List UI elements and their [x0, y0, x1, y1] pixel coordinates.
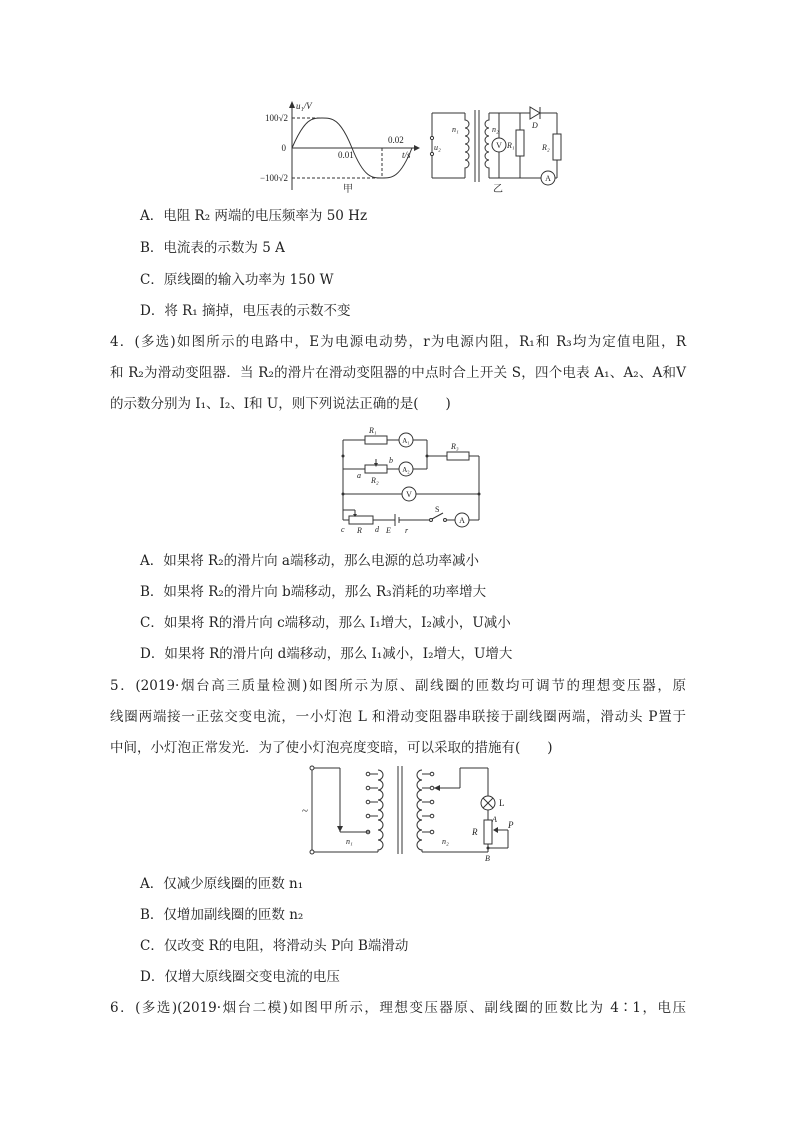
b-label: B — [485, 854, 490, 863]
r-label: R — [357, 526, 362, 535]
r3-label: R₃ — [451, 442, 459, 451]
n2-label: n₂ — [442, 837, 449, 846]
q3-option-b[interactable]: B．电流表的示数为 5 A — [140, 240, 285, 256]
diode-label: D — [532, 121, 538, 130]
q4-stem-line-3: 的示数分别为 I₁、I₂、I和 U，则下列说法正确的是( ) — [110, 396, 451, 412]
r1-resistor — [516, 130, 524, 156]
r1-label: R₁ — [507, 141, 515, 150]
figure-sine-and-transformer — [250, 98, 580, 196]
q5-option-c[interactable]: C．仅改变 R的电阻，将滑动头 P向 B端滑动 — [140, 938, 409, 954]
figure-adjustable-transformer — [300, 762, 525, 862]
r2-resistor — [553, 134, 561, 160]
origin-label: 0 — [281, 143, 286, 153]
ammeter-label: A — [545, 174, 551, 183]
r3-resistor — [447, 452, 469, 460]
q3-option-c[interactable]: C．原线圈的输入功率为 150 W — [140, 272, 334, 288]
p-label: P — [508, 820, 514, 830]
r2-label: R₂ — [371, 476, 379, 485]
q4-option-a[interactable]: A．如果将 R₂的滑片向 a端移动，那么电源的总功率减小 — [140, 553, 479, 569]
caption-jia: 甲 — [343, 184, 353, 195]
y-min-label: −100√2 — [259, 173, 288, 183]
rheostat-r — [484, 820, 492, 844]
q3-option-d[interactable]: D．将 R₁ 摘掉，电压表的示数不变 — [140, 303, 351, 319]
q5-stem-line-1: 5．(2019·烟台高三质量检测)如图所示为原、副线圈的匝数均可调节的理想变压器，原 — [110, 678, 686, 694]
voltmeter-label: V — [496, 141, 502, 150]
n1-label: n₁ — [346, 837, 353, 846]
primary-taps — [366, 772, 378, 834]
a-end-label: a — [357, 471, 361, 480]
b-end-label: b — [389, 456, 393, 465]
figure-meter-circuit — [335, 424, 485, 536]
c-end-label: c — [341, 525, 345, 534]
sine-graph — [260, 101, 420, 195]
d-end-label: d — [375, 525, 379, 534]
secondary-taps — [422, 772, 434, 834]
x-tick-002: 0.02 — [388, 135, 404, 145]
r1-resistor — [365, 436, 387, 444]
r1-label: R₁ — [369, 426, 377, 435]
y-axis-label: u₁/V — [296, 101, 312, 111]
v-label: V — [406, 490, 412, 499]
a-label: A — [492, 815, 497, 824]
s-label: S — [435, 505, 440, 514]
q4-stem-line-2: 和 R₂为滑动变阻器．当 R₂的滑片在滑动变阻器的中点时合上开关 S，四个电表 A₁、A₂、A和V — [110, 365, 686, 381]
r2-label: R₂ — [542, 143, 550, 152]
a2-label: A₂ — [402, 466, 410, 474]
x-axis-label: t/s — [402, 150, 411, 160]
q4-option-c[interactable]: C．如果将 R的滑片向 c端移动，那么 I₁增大，I₂减小，U减小 — [140, 615, 511, 631]
rheostat-r — [349, 516, 373, 524]
a-label: A — [459, 516, 465, 525]
ac-source-label: ~ — [302, 805, 308, 817]
q5-stem-line-2: 线圈两端接一正弦交变电流，一小灯泡 L 和滑动变阻器串联接于副线圈两端，滑动头 P置于 — [110, 709, 686, 725]
e-label: E — [386, 526, 391, 535]
caption-yi: 乙 — [493, 184, 503, 195]
n2-label: n₂ — [492, 125, 499, 134]
diode-icon — [530, 107, 540, 119]
q4-option-d[interactable]: D．如果将 R的滑片向 d端移动，那么 I₁减小，I₂增大，U增大 — [140, 646, 513, 662]
q5-option-d[interactable]: D．仅增大原线圈交变电流的电压 — [140, 969, 340, 985]
r-label: R — [472, 827, 478, 837]
q5-option-b[interactable]: B．仅增加副线圈的匝数 n₂ — [140, 907, 304, 923]
transformer-circuit — [430, 107, 561, 195]
n1-label: n₁ — [452, 125, 459, 134]
q5-option-a[interactable]: A．仅减少原线圈的匝数 n₁ — [140, 876, 304, 892]
q5-stem-line-3: 中间，小灯泡正常发光．为了使小灯泡亮度变暗，可以采取的措施有( ) — [110, 740, 553, 756]
secondary-coil — [417, 770, 422, 852]
secondary-coil — [485, 113, 489, 178]
q4-option-b[interactable]: B．如果将 R₂的滑片向 b端移动，那么 R₃消耗的功率增大 — [140, 584, 487, 600]
a1-label: A₁ — [402, 437, 410, 445]
r-internal-label: r — [405, 526, 409, 535]
x-tick-001: 0.01 — [338, 150, 354, 160]
q4-stem-line-1: 4．(多选)如图所示的电路中，E为电源电动势，r为电源内阻，R₁和 R₃均为定值电阻，R — [110, 334, 686, 350]
primary-coil — [378, 770, 383, 852]
q6-stem-line-1: 6．(多选)(2019·烟台二模)如图甲所示，理想变压器原、副线圈的匝数比为 4∶1，电压 — [110, 1000, 686, 1016]
y-max-label: 100√2 — [265, 113, 288, 123]
u2-label: u₂ — [434, 143, 441, 152]
primary-coil — [465, 113, 469, 178]
l-label: L — [499, 798, 505, 808]
q3-option-a[interactable]: A．电阻 R₂ 两端的电压频率为 50 Hz — [140, 208, 368, 224]
